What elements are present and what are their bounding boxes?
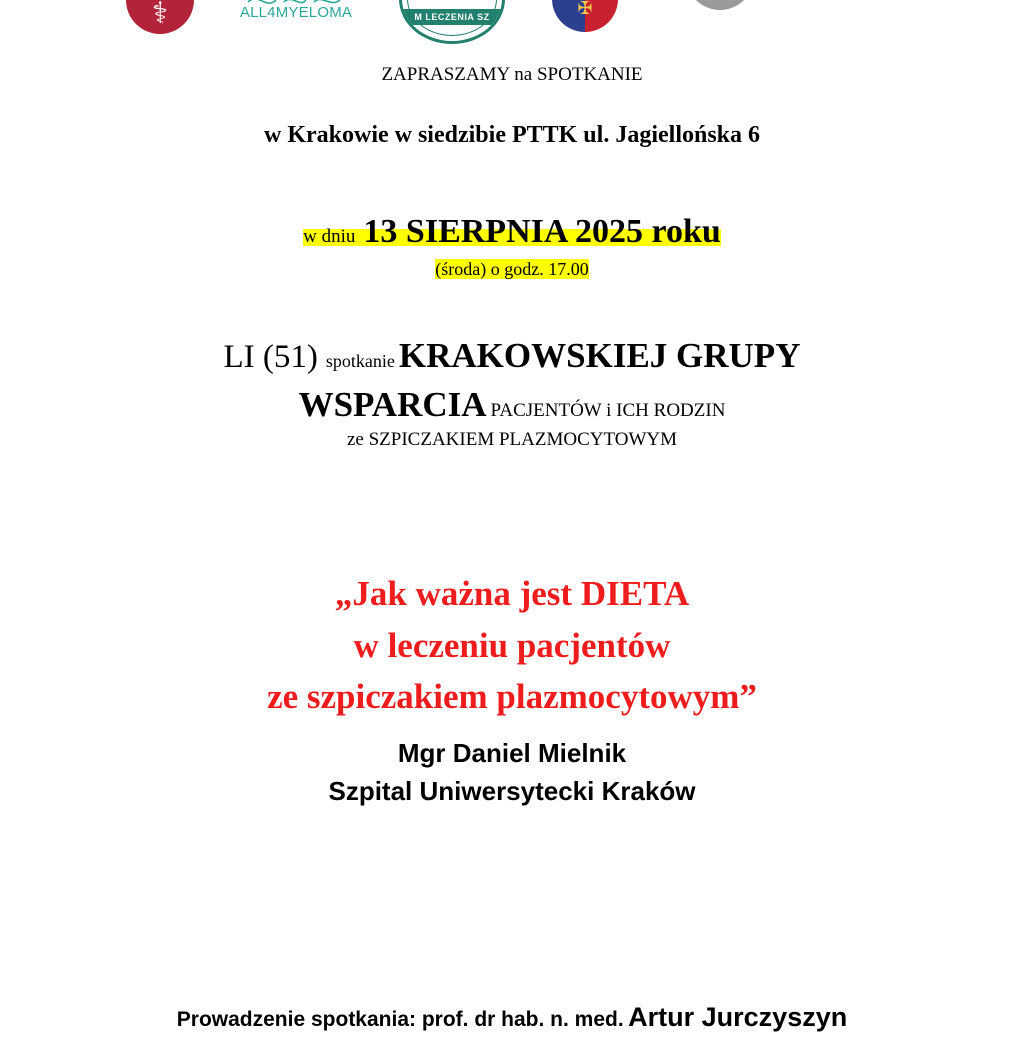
- host-name: Artur Jurczyszyn: [628, 1002, 848, 1032]
- group-name-part2: WSPARCIA: [298, 385, 487, 424]
- venue-line: w Krakowie w siedzibie PTTK ul. Jagiellońska 6: [263, 122, 761, 148]
- pharmacy-logo: [126, 0, 194, 34]
- date-highlight: [303, 213, 721, 250]
- invitation-heading: ZAPRASZAMY na SPOTKANIE: [381, 64, 643, 85]
- date-main: 13 SIERPNIA 2025 roku: [363, 213, 721, 250]
- speaker-name: Mgr Daniel Mielnik: [397, 738, 627, 768]
- treatment-association-seal-logo: [399, 0, 505, 44]
- time-line: [0, 258, 1024, 280]
- speaker-affiliation: Szpital Uniwersytecki Kraków: [328, 776, 696, 806]
- all4myeloma-wordmark: ALL4MYELOMA: [239, 4, 353, 21]
- lecture-title-line-3: ze szpiczakiem plazmocytowym”: [267, 677, 757, 716]
- date-prefix: w dniu: [303, 226, 356, 247]
- group-name-part1: KRAKOWSKIEJ GRUPY: [398, 336, 801, 375]
- seal-band-text: M LECZENIA SZ: [402, 9, 502, 25]
- audience-text: PACJENTÓW i ICH RODZIN: [490, 400, 726, 421]
- host-line: [0, 1000, 1024, 1039]
- date-line: [0, 210, 1024, 260]
- meeting-word: spotkanie: [325, 351, 395, 371]
- crest-logo: [552, 0, 618, 32]
- meeting-title-line-2: [0, 384, 1024, 433]
- meeting-number: LI (51): [223, 339, 318, 375]
- host-lead: Prowadzenie spotkania: prof. dr hab. n. med.: [176, 1008, 624, 1031]
- gray-round-logo: [686, 0, 754, 10]
- caduceus-icon: ⚕: [151, 0, 169, 31]
- all4myeloma-logo: [226, 0, 366, 30]
- disease-line: ze SZPICZAKIEM PLAZMOCYTOWYM: [346, 429, 678, 450]
- crest-emblem-icon: ✠: [577, 0, 593, 19]
- lecture-title-line-1: „Jak ważna jest DIETA: [334, 574, 690, 613]
- meeting-title-line-1: [0, 334, 1024, 385]
- lecture-title-line-2: w leczeniu pacjentów: [353, 626, 671, 665]
- time-highlight: (środa) o godz. 17.00: [435, 259, 589, 279]
